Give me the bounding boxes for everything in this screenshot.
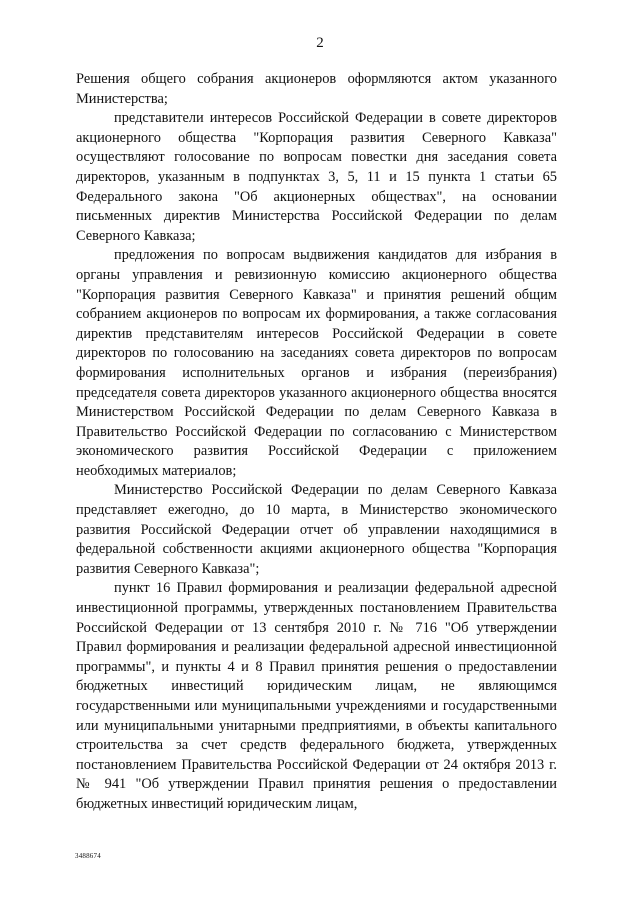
paragraph-5: пункт 16 Правил формирования и реализации федеральной адресной инвестиционной программы, утвержденных постановлением Правительства Российской Федерации от 13 сентября 2010 г. № 716 "Об утверждении Правил формирования и реализации федеральной адресной инвестиционной программы", и пункты 4 и 8 Правил принятия решения о предоставлении бюджетных инвестиций юридическим лицам, не являющимся государственными или муниципальными учреждениями и государственными или муниципальными унитарными предприятиями, в объекты капитального строительства за счет средств федерального бюджета, утвержденных постановлением Правительства Российской Федерации от 24 октября 2013 г. № 941 "Об утверждении Правил принятия решения о предоставлении бюджетных инвестиций юридическим лицам,: [76, 580, 557, 812]
page-number: 2: [316, 35, 324, 51]
document-code: 3488674: [75, 852, 101, 860]
document-body: [76, 70, 557, 815]
paragraph-4: Министерство Российской Федерации по делам Северного Кавказа представляет ежегодно, до 10 марта, в Министерство экономического развития Российской Федерации отчет об управлении находящимися в федеральной собственности акциями акционерного общества "Корпорация развития Северного Кавказа";: [76, 482, 557, 577]
paragraph-2: представители интересов Российской Федерации в совете директоров акционерного общества "Корпорация развития Северного Кавказа" осуществляют голосование по вопросам повестки дня заседания совета директоров, указанным в подпунктах 3, 5, 11 и 15 пункта 1 статьи 65 Федерального закона "Об акционерных обществах", на основании письменных директив Министерства Российской Федерации по делам Северного Кавказа;: [76, 110, 557, 244]
paragraph-3: предложения по вопросам выдвижения кандидатов для избрания в органы управления и ревизионную комиссию акционерного общества "Корпорация развития Северного Кавказа" и принятия решений общим собранием акционеров по вопросам их формирования, а также согласования директив представителям интересов Российской Федерации в совете директоров по голосованию на заседаниях совета директоров по вопросам формирования исполнительных органов и избрания (переизбрания) председателя совета директоров указанного акционерного общества вносятся Министерством Российской Федерации по делам Северного Кавказа в Правительство Российской Федерации по согласованию с Министерством экономического развития Российской Федерации с приложением необходимых материалов;: [76, 247, 557, 479]
paragraph-1: Решения общего собрания акционеров оформляются актом указанного Министерства;: [76, 71, 557, 107]
